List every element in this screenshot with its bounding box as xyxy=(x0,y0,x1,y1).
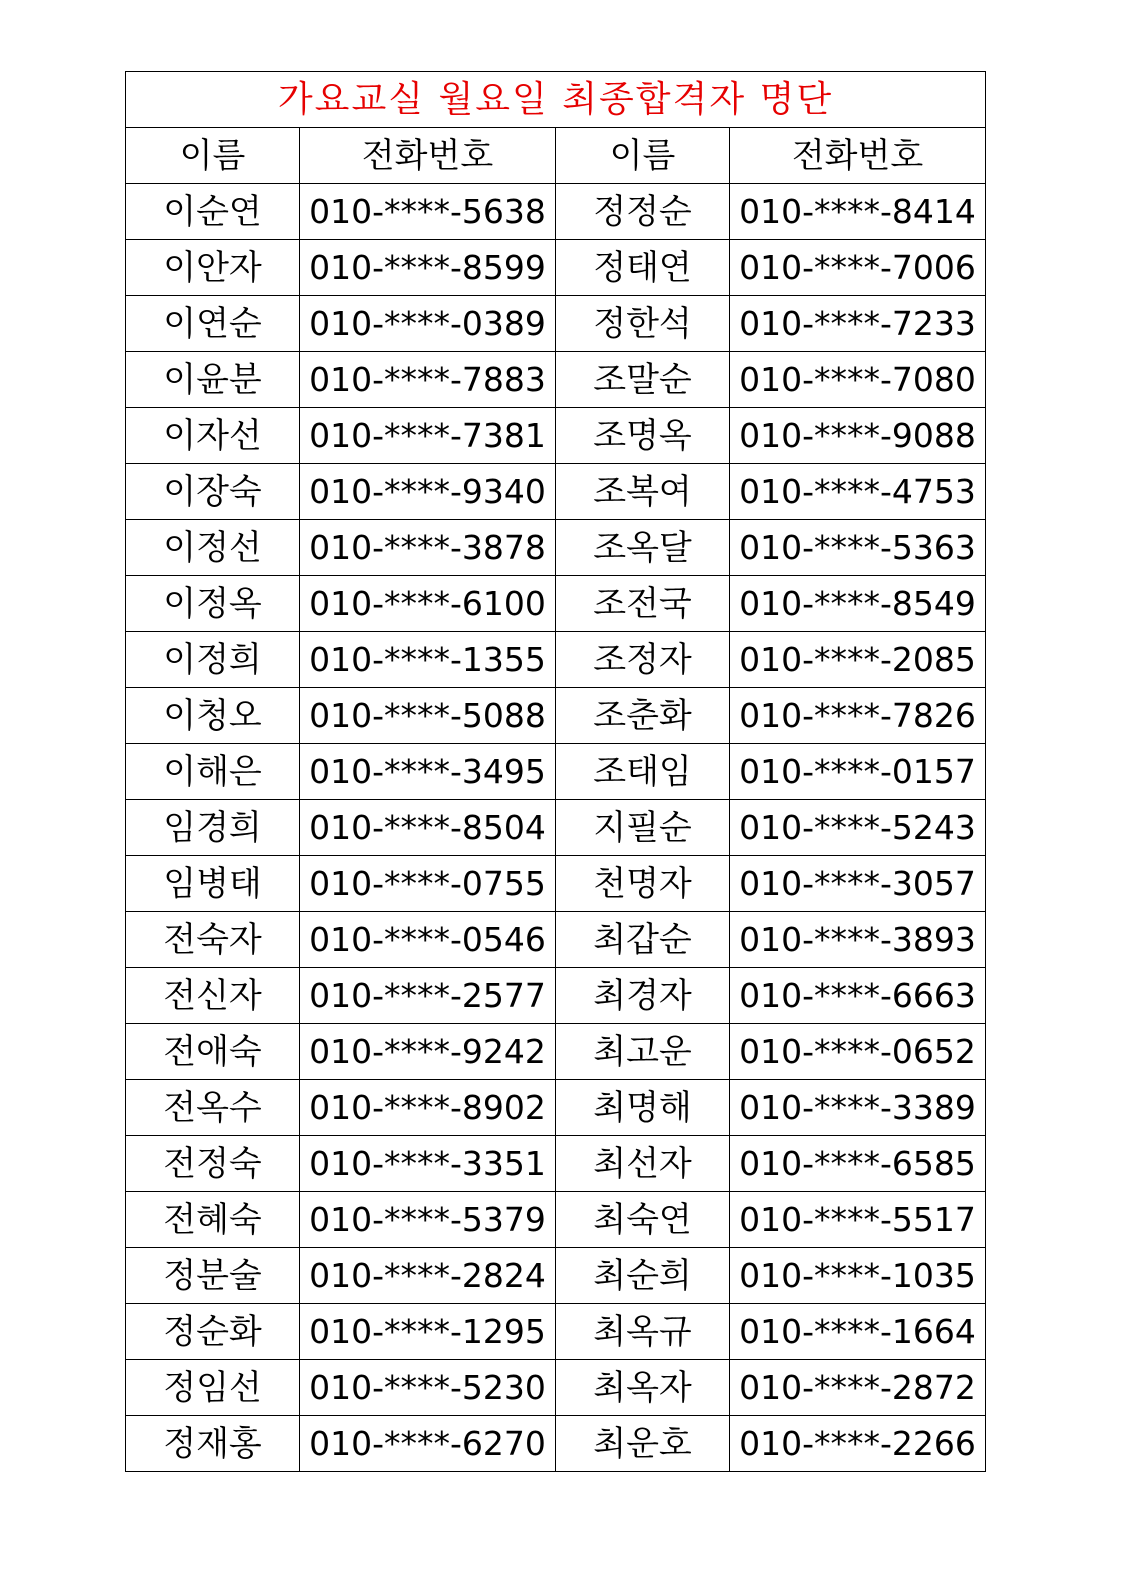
phone-cell: 010-****-0389 xyxy=(300,296,556,352)
phone-cell: 010-****-8902 xyxy=(300,1080,556,1136)
phone-cell: 010-****-7381 xyxy=(300,408,556,464)
table-row xyxy=(126,856,986,912)
phone-cell: 010-****-3495 xyxy=(300,744,556,800)
name-cell: 정한석 xyxy=(556,296,730,352)
phone-cell: 010-****-1355 xyxy=(300,632,556,688)
table-row xyxy=(126,1192,986,1248)
phone-cell: 010-****-5243 xyxy=(730,800,986,856)
phone-cell: 010-****-6270 xyxy=(300,1416,556,1472)
table-row xyxy=(126,968,986,1024)
name-cell: 전애숙 xyxy=(126,1024,300,1080)
phone-cell: 010-****-3351 xyxy=(300,1136,556,1192)
name-cell: 천명자 xyxy=(556,856,730,912)
table-row xyxy=(126,1304,986,1360)
table-row xyxy=(126,688,986,744)
phone-cell: 010-****-3893 xyxy=(730,912,986,968)
phone-cell: 010-****-3389 xyxy=(730,1080,986,1136)
table-row xyxy=(126,296,986,352)
table-row xyxy=(126,1024,986,1080)
name-cell: 조정자 xyxy=(556,632,730,688)
name-cell: 조전국 xyxy=(556,576,730,632)
name-cell: 조춘화 xyxy=(556,688,730,744)
name-cell: 조태임 xyxy=(556,744,730,800)
name-cell: 최선자 xyxy=(556,1136,730,1192)
name-cell: 정태연 xyxy=(556,240,730,296)
name-cell: 최숙연 xyxy=(556,1192,730,1248)
phone-cell: 010-****-2577 xyxy=(300,968,556,1024)
phone-cell: 010-****-8414 xyxy=(730,184,986,240)
table-row xyxy=(126,576,986,632)
phone-cell: 010-****-5230 xyxy=(300,1360,556,1416)
name-cell: 이해은 xyxy=(126,744,300,800)
name-cell: 최옥규 xyxy=(556,1304,730,1360)
phone-cell: 010-****-1295 xyxy=(300,1304,556,1360)
name-cell: 조말순 xyxy=(556,352,730,408)
phone-cell: 010-****-0546 xyxy=(300,912,556,968)
phone-cell: 010-****-5363 xyxy=(730,520,986,576)
header-name-left: 이름 xyxy=(126,128,300,184)
header-phone-left: 전화번호 xyxy=(300,128,556,184)
name-cell: 최옥자 xyxy=(556,1360,730,1416)
phone-cell: 010-****-6663 xyxy=(730,968,986,1024)
name-cell: 전옥수 xyxy=(126,1080,300,1136)
phone-cell: 010-****-9088 xyxy=(730,408,986,464)
name-cell: 이정옥 xyxy=(126,576,300,632)
phone-cell: 010-****-8549 xyxy=(730,576,986,632)
phone-cell: 010-****-2085 xyxy=(730,632,986,688)
phone-cell: 010-****-7080 xyxy=(730,352,986,408)
name-cell: 정순화 xyxy=(126,1304,300,1360)
phone-cell: 010-****-9340 xyxy=(300,464,556,520)
name-cell: 최갑순 xyxy=(556,912,730,968)
header-row xyxy=(126,128,986,184)
name-cell: 전숙자 xyxy=(126,912,300,968)
name-cell: 이자선 xyxy=(126,408,300,464)
table-row xyxy=(126,1080,986,1136)
phone-cell: 010-****-6585 xyxy=(730,1136,986,1192)
name-cell: 전정숙 xyxy=(126,1136,300,1192)
name-cell: 정재홍 xyxy=(126,1416,300,1472)
phone-cell: 010-****-9242 xyxy=(300,1024,556,1080)
name-cell: 이안자 xyxy=(126,240,300,296)
table-row xyxy=(126,352,986,408)
name-cell: 조명옥 xyxy=(556,408,730,464)
name-cell: 이연순 xyxy=(126,296,300,352)
table-row xyxy=(126,520,986,576)
name-cell: 이장숙 xyxy=(126,464,300,520)
name-cell: 최순희 xyxy=(556,1248,730,1304)
phone-cell: 010-****-2872 xyxy=(730,1360,986,1416)
name-cell: 조옥달 xyxy=(556,520,730,576)
phone-cell: 010-****-1035 xyxy=(730,1248,986,1304)
name-cell: 전혜숙 xyxy=(126,1192,300,1248)
phone-cell: 010-****-3057 xyxy=(730,856,986,912)
phone-cell: 010-****-7826 xyxy=(730,688,986,744)
phone-cell: 010-****-5379 xyxy=(300,1192,556,1248)
name-cell: 조복여 xyxy=(556,464,730,520)
header-name-right: 이름 xyxy=(556,128,730,184)
phone-cell: 010-****-5638 xyxy=(300,184,556,240)
name-cell: 임병태 xyxy=(126,856,300,912)
name-cell: 이정선 xyxy=(126,520,300,576)
table-row xyxy=(126,1360,986,1416)
phone-cell: 010-****-5088 xyxy=(300,688,556,744)
name-cell: 이청오 xyxy=(126,688,300,744)
name-cell: 정분술 xyxy=(126,1248,300,1304)
table-row xyxy=(126,464,986,520)
phone-cell: 010-****-3878 xyxy=(300,520,556,576)
name-cell: 최명해 xyxy=(556,1080,730,1136)
phone-cell: 010-****-2824 xyxy=(300,1248,556,1304)
phone-cell: 010-****-4753 xyxy=(730,464,986,520)
header-phone-right: 전화번호 xyxy=(730,128,986,184)
phone-cell: 010-****-7233 xyxy=(730,296,986,352)
phone-cell: 010-****-2266 xyxy=(730,1416,986,1472)
name-cell: 정임선 xyxy=(126,1360,300,1416)
roster-table xyxy=(125,71,986,1472)
phone-cell: 010-****-0755 xyxy=(300,856,556,912)
table-row xyxy=(126,408,986,464)
table-row xyxy=(126,1248,986,1304)
phone-cell: 010-****-0157 xyxy=(730,744,986,800)
phone-cell: 010-****-6100 xyxy=(300,576,556,632)
name-cell: 이순연 xyxy=(126,184,300,240)
phone-cell: 010-****-8504 xyxy=(300,800,556,856)
name-cell: 이윤분 xyxy=(126,352,300,408)
phone-cell: 010-****-7883 xyxy=(300,352,556,408)
table-row xyxy=(126,632,986,688)
phone-cell: 010-****-5517 xyxy=(730,1192,986,1248)
table-row xyxy=(126,744,986,800)
name-cell: 이정희 xyxy=(126,632,300,688)
title-row xyxy=(126,72,986,128)
roster-body xyxy=(126,184,986,1472)
name-cell: 임경희 xyxy=(126,800,300,856)
phone-cell: 010-****-1664 xyxy=(730,1304,986,1360)
name-cell: 전신자 xyxy=(126,968,300,1024)
table-row xyxy=(126,1136,986,1192)
phone-cell: 010-****-0652 xyxy=(730,1024,986,1080)
name-cell: 최경자 xyxy=(556,968,730,1024)
name-cell: 정정순 xyxy=(556,184,730,240)
table-row xyxy=(126,912,986,968)
name-cell: 지필순 xyxy=(556,800,730,856)
phone-cell: 010-****-7006 xyxy=(730,240,986,296)
table-row xyxy=(126,800,986,856)
table-title: 가요교실 월요일 최종합격자 명단 xyxy=(126,72,986,128)
phone-cell: 010-****-8599 xyxy=(300,240,556,296)
table-row xyxy=(126,240,986,296)
table-row xyxy=(126,1416,986,1472)
name-cell: 최운호 xyxy=(556,1416,730,1472)
name-cell: 최고운 xyxy=(556,1024,730,1080)
table-row xyxy=(126,184,986,240)
